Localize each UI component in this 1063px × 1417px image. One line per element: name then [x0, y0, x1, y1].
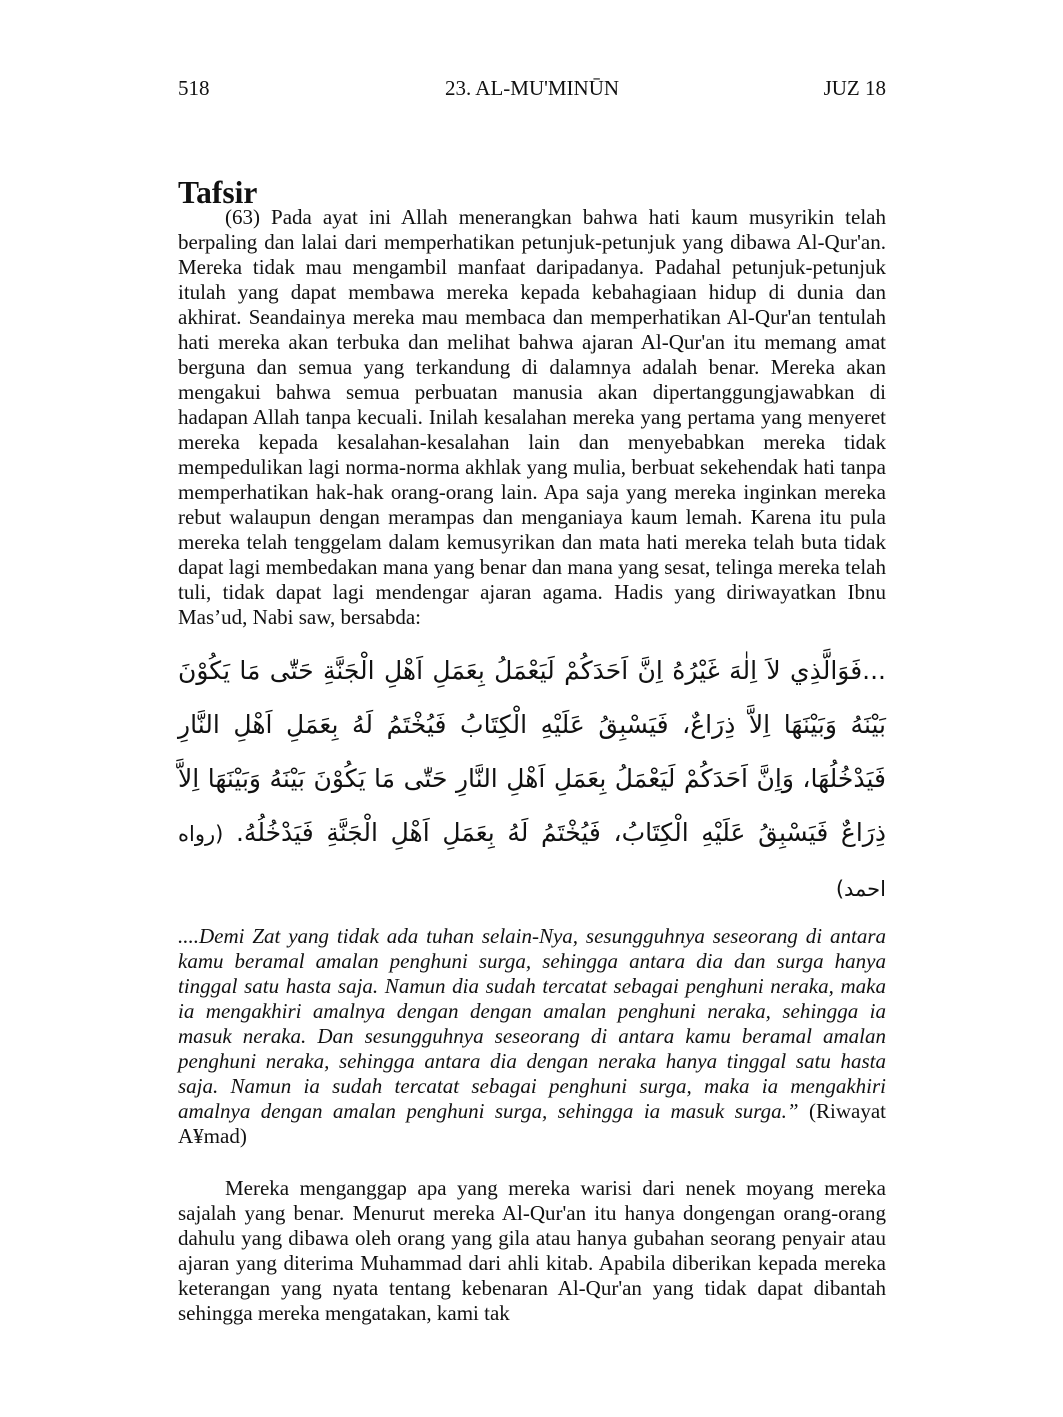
section-title: Tafsir [178, 175, 258, 210]
tafsir-paragraph-2: Mereka menganggap apa yang mereka warisi dari nenek moyang mereka sajalah yang benar. Menurut mereka Al-Qur'an itu hanya dongengan orang-orang dahulu yang dibawa oleh orang yang gila atau hanya gubahan seorang penyair atau ajaran yang diterima Muhammad dari ahli kitab. Apabila diberikan kepada mereka keterangan yang nyata tentang kebenaran Al-Qur'an yang tidak dapat dibantah sehingga mereka mengatakan, kami tak [178, 1176, 886, 1325]
page-body [178, 175, 886, 1326]
translation-attribution: (Riwayat A¥mad) [178, 1099, 886, 1148]
hadith-translation [178, 924, 886, 1149]
page-number: 518 [178, 76, 210, 100]
hadith-translation-text: ....Demi Zat yang tidak ada tuhan selain-Nya, sesungguhnya seseorang di antara kamu beramal amalan penghuni surga, sehingga antara dia dan surga hanya tinggal satu hasta saja. Namun dia sudah tercatat sebagai penghuni neraka, maka ia mengakhiri amalnya dengan dengan amalan penghuni neraka, sehingga ia masuk neraka. Dan sesungguhnya seseorang di antara kamu beramal amalan penghuni neraka, sehingga antara dia dengan neraka hanya tinggal satu hasta saja. Namun ia sudah tercatat sebagai penghuni surga, maka ia mengakhiri amalnya dengan amalan penghuni surga, sehingga ia masuk surga.” [178, 924, 886, 1123]
hadith-arabic-text: ...فَوَالَّذِي لاَ اِلٰهَ غَيْرُهُ اِنَّ اَحَدَكُمْ لَيَعْمَلُ بِعَمَلِ اَهْلِ الْجَنَّةِ حَتّٰى مَا يَكُوْنَ بَيْنَهُ وَبَيْنَهَا اِلاَّ ذِرَاعٌ، فَيَسْبِقُ عَلَيْهِ الْكِتَابُ فَيُخْتَمُ لَهُ بِعَمَلِ اَهْلِ النَّارِ فَيَدْخُلُهَا، وَاِنَّ اَحَدَكُمْ لَيَعْمَلُ بِعَمَلِ اَهْلِ النَّارِ حَتّٰى مَا يَكُوْنَ بَيْنَهُ وَبَيْنَهَا اِلاَّ ذِرَاعٌ فَيَسْبِقُ عَلَيْهِ الْكِتَابُ، فَيُخْتَمُ لَهُ بِعَمَلِ اَهْلِ الْجَنَّةِ فَيَدْخُلُهُ. [178, 656, 886, 847]
page-header [178, 76, 886, 104]
juz-label: JUZ 18 [823, 76, 886, 100]
paragraph-gap [178, 1149, 886, 1176]
tafsir-paragraph-1: (63) Pada ayat ini Allah menerangkan bahwa hati kaum musyrikin telah berpaling dan lalai dari memperhatikan petunjuk-petunjuk yang dibawa Al-Qur'an. Mereka tidak mau mengambil manfaat daripadanya. Padahal petunjuk-petunjuk itulah yang dapat membawa mereka kepada kebahagiaan hidup di dunia dan akhirat. Seandainya mereka mau membaca dan memperhatikan Al-Qur'an tentulah hati mereka akan terbuka dan melihat bahwa ajaran Al-Qur'an itu memang amat berguna dan semua yang terkandung di dalamnya adalah benar. Mereka akan mengakui bahwa semua perbuatan manusia akan dipertanggungjawabkan di hadapan Allah tanpa kecuali. Inilah kesalahan mereka yang pertama yang menyeret mereka kepada kesalahan-kesalahan lain dan menyebabkan mereka tidak mempedulikan lagi norma-norma akhlak yang mulia, berbuat sekehendak hati tanpa memperhatikan hak-hak orang-orang lain. Apa saja yang mereka inginkan mereka rebut walaupun dengan merampas dan menganiaya kaum lemah. Karena itu pula mereka telah tenggelam dalam kemusyrikan dan mata hati mereka telah buta tidak dapat lagi membedakan mana yang benar dan mana yang sesat, telinga mereka telah tuli, tidak dapat lagi mendengar ajaran agama. Hadis yang diriwayatkan Ibnu Mas’ud, Nabi saw, bersabda: [178, 205, 886, 629]
hadith-arabic-block [178, 644, 886, 916]
surah-title: 23. AL-MU'MINŪN [444, 76, 620, 100]
hadith-arabic-source: (رواه احمد) [178, 822, 886, 901]
